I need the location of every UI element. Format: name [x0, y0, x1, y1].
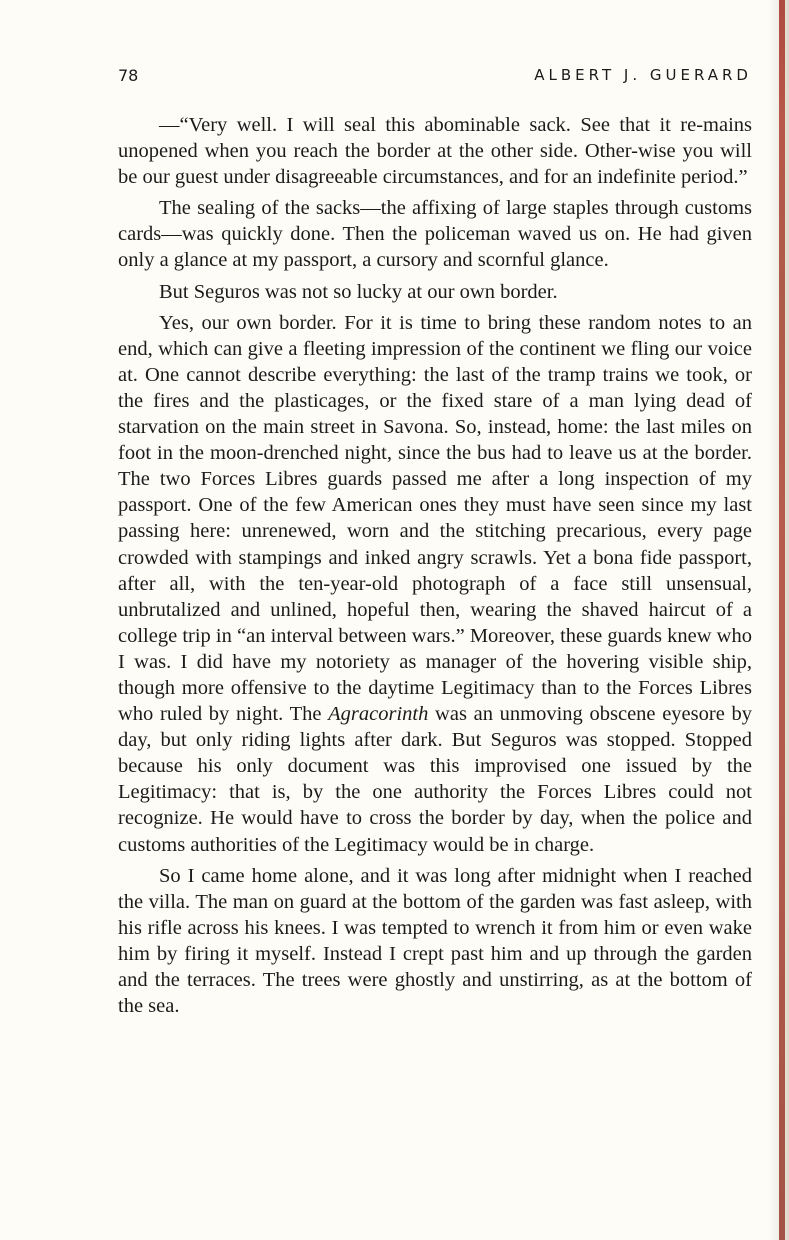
running-head: ALBERT J. GUERARD — [534, 66, 752, 84]
page-header — [118, 66, 752, 90]
paragraph: But Seguros was not so lucky at our own border. — [159, 280, 558, 303]
paragraph-text: was an unmoving obscene eyesore by day, but only riding lights after dark. But Seguros was stopped. Stopped because his only document was this improvised one issued by the Legitimacy: that is, by the one authority the Forces Libres could not recognize. He would have to cross the border by day, when the police and customs authorities of the Legitimacy would be in charge. — [118, 703, 752, 856]
page-number: 78 — [118, 66, 139, 85]
paragraph-text: Yes, our own border. For it is time to bring these random notes to an end, which can give a fleeting impression of the continent we fling our voice at. One cannot describe everything: the last of the tramp trains we took, or the fires and the plasticages, or the fixed stare of a man lying dead of starvation on the main street in Savona. So, instead, home: the last miles on foot in the moon-drenched night, since the bus had to leave us at the border. The two Forces Libres guards passed me after a long inspection of my passport. One of the few American ones they must have seen since my last passing here: unrenewed, worn and the stitching precarious, every page crowded with stampings and inked angry scrawls. Yet a bona fide passport, after all, with the ten-year-old photograph of a face still unsensual, unbrutalized and unlined, hopeful then, wearing the shaved haircut of a college trip in “an interval between wars.” Moreover, these guards knew who I was. I did have my notoriety as manager of the hovering visible ship, though more offensive to the daytime Legitimacy than to the Forces Libres who ruled by night. The — [118, 311, 752, 726]
red-edge-strip — [779, 0, 785, 1240]
body-text — [118, 112, 752, 1019]
paragraph: —“Very well. I will seal this abominable sack. See that it re-mains unopened when you reach the border at the other side. Other-wise you will be our guest under disagreeable circumstances, and for an indefinite period.” — [118, 114, 752, 189]
paragraph: So I came home alone, and it was long after midnight when I reached the villa. The man on guard at the bottom of the garden was fast asleep, with his rifle across his knees. I was tempted to wrench it from him or even wake him by firing it myself. Instead I crept past him and up through the garden and the terraces. The trees were ghostly and unstirring, as at the bottom of the sea. — [118, 864, 752, 1018]
paragraph — [118, 310, 752, 858]
ship-name: Agracorinth — [328, 703, 429, 726]
paragraph: The sealing of the sacks—the affixing of large staples through customs cards—was quickly done. Then the policeman waved us on. He had given only a glance at my passport, a cursory and scornful glance. — [118, 197, 752, 272]
